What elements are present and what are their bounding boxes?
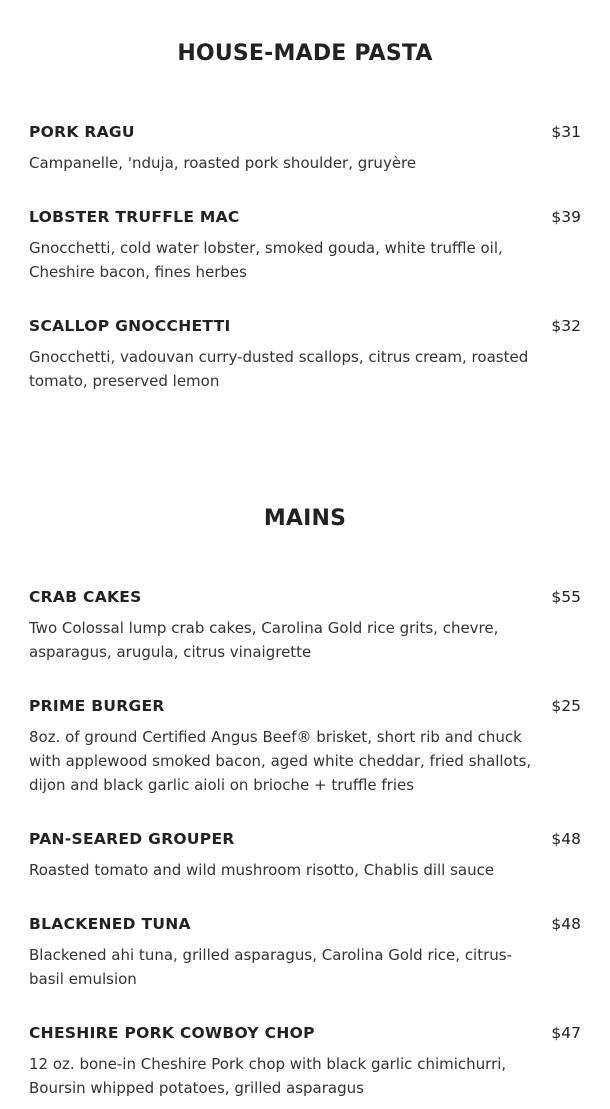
- item-price: $31: [551, 123, 581, 141]
- item-description: Two Colossal lump crab cakes, Carolina Gold rice grits, chevre, asparagus, arugula, citrus vinaigrette: [29, 619, 499, 661]
- item-price: $32: [551, 317, 581, 335]
- menu-item-scallop-gnocchetti: [29, 317, 581, 393]
- item-name: PAN-SEARED GROUPER: [29, 830, 235, 848]
- item-description: Gnocchetti, cold water lobster, smoked gouda, white truffle oil, Cheshire bacon, fines herbes: [29, 239, 503, 281]
- item-price: $48: [551, 915, 581, 933]
- item-price: $48: [551, 830, 581, 848]
- item-price: $25: [551, 697, 581, 715]
- item-description: Campanelle, 'nduja, roasted pork shoulder, gruyère: [29, 154, 417, 172]
- item-description: Blackened ahi tuna, grilled asparagus, Carolina Gold rice, citrus-basil emulsion: [29, 946, 513, 988]
- item-price: $47: [551, 1024, 581, 1042]
- item-name: PRIME BURGER: [29, 697, 165, 715]
- item-price: $39: [551, 208, 581, 226]
- menu-item-pork-ragu: [29, 123, 581, 175]
- item-description: Gnocchetti, vadouvan curry-dusted scallops, citrus cream, roasted tomato, preserved lemon: [29, 348, 529, 390]
- item-name: CHESHIRE PORK COWBOY CHOP: [29, 1024, 315, 1042]
- item-name: BLACKENED TUNA: [29, 915, 191, 933]
- menu-item-crab-cakes: [29, 588, 581, 664]
- menu-item-blackened-tuna: [29, 915, 581, 991]
- section-title-mains: MAINS: [263, 506, 347, 531]
- item-description: 8oz. of ground Certified Angus Beef® brisket, short rib and chuck with applewood smoked bacon, aged white cheddar, fried shallots, dijon and black garlic aioli on brioche + truffle fries: [29, 728, 532, 794]
- menu-item-prime-burger: [29, 697, 581, 797]
- section-title-pasta: HOUSE-MADE PASTA: [177, 41, 433, 66]
- menu-item-lobster-truffle-mac: [29, 208, 581, 284]
- item-description: 12 oz. bone-in Cheshire Pork chop with black garlic chimichurri, Boursin whipped potatoes, grilled asparagus: [29, 1055, 507, 1097]
- item-name: CRAB CAKES: [29, 588, 142, 606]
- item-price: $55: [551, 588, 581, 606]
- item-name: LOBSTER TRUFFLE MAC: [29, 208, 240, 226]
- menu-item-pan-seared-grouper: [29, 830, 581, 882]
- item-name: PORK RAGU: [29, 123, 135, 141]
- item-description: Roasted tomato and wild mushroom risotto, Chablis dill sauce: [29, 861, 495, 879]
- item-name: SCALLOP GNOCCHETTI: [29, 317, 231, 335]
- menu-item-cheshire-pork-cowboy-chop: [29, 1024, 581, 1100]
